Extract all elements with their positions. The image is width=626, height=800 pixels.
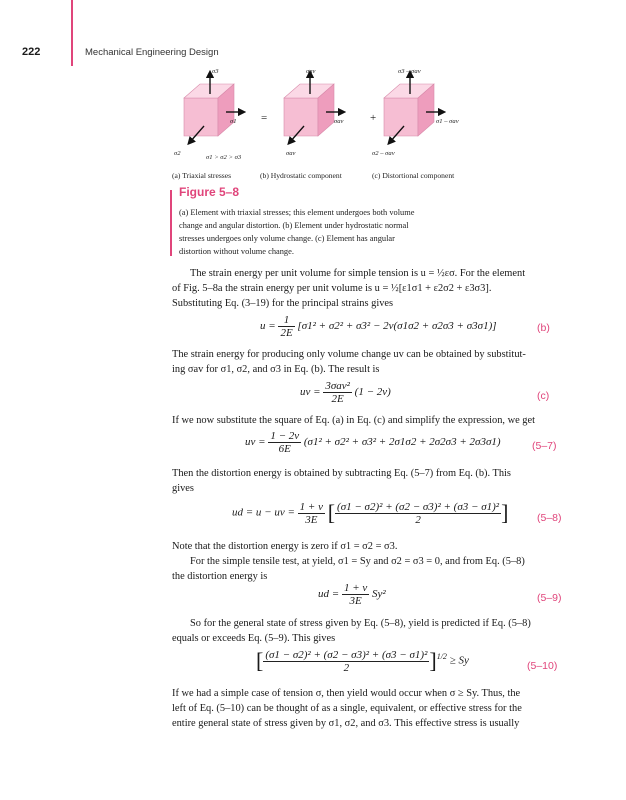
- equation-5-9: [318, 582, 386, 607]
- text-line: If we had a simple case of tension σ, then yield would occur when σ ≥ Sy. Thus, the: [172, 688, 521, 699]
- cube-b-top-label: σav: [306, 68, 316, 75]
- page-number: 222: [22, 46, 41, 58]
- paragraph-2: [172, 347, 562, 377]
- cube-c: [384, 74, 442, 142]
- equation-5-10: [ $\frac{\text{(σ1 − σ2)² + (σ2 − σ3)² + (σ3 − σ1)²}}{2}$ ]$^{1/2}$ ≥ Sy: [256, 648, 469, 674]
- eq-rhs: (σ1² + σ2² + σ3² + 2σ1σ2 + 2σ2σ3 + 2σ3σ1): [303, 436, 501, 449]
- equation-b: [260, 314, 497, 339]
- equation-c: [300, 380, 391, 405]
- eq-rhs: Sy²: [372, 588, 386, 601]
- figure-cubes: [170, 68, 470, 168]
- caption-line: stresses undergoes only volume change. (c) Element has angular: [179, 234, 395, 243]
- eq-inner-fraction: $\frac{\text{(σ1 − σ2)² + (σ2 − σ3)² + (σ3 − σ1)²}}{2}$: [265, 648, 428, 674]
- equation-5-8-label: (5–8): [537, 512, 562, 524]
- text-line: Substituting Eq. (3–19) for the principal strains gives: [172, 298, 394, 309]
- eq-lhs: uv =: [300, 386, 321, 399]
- paragraph-5: [172, 539, 562, 584]
- paragraph-3: [172, 413, 562, 428]
- equation-5-9-label: (5–9): [537, 592, 562, 604]
- text-line: of Fig. 5–8a the strain energy per unit volume is u = ½[ε1σ1 + ε2σ2 + ε3σ3].: [172, 283, 492, 294]
- equation-5-7-label: (5–7): [532, 440, 557, 452]
- figure-sublabel-a: (a) Triaxial stresses: [172, 171, 232, 180]
- eq-lhs: uv =: [245, 436, 266, 449]
- eq-fraction: $\frac{1 - 2\nu}{6E}$: [270, 430, 300, 455]
- cube-a-order-label: σ1 > σ2 > σ3: [206, 154, 242, 161]
- text-line: the distortion energy is: [172, 571, 268, 582]
- text-line: left of Eq. (5–10) can be thought of as a single, equivalent, or effective stress for the: [172, 703, 522, 714]
- running-head: Mechanical Engineering Design: [85, 47, 219, 58]
- figure-title: Figure 5–8: [179, 185, 240, 199]
- eq-rhs: (1 − 2ν): [354, 386, 391, 399]
- text-line: If we now substitute the square of Eq. (a) in Eq. (c) and simplify the expression, we get: [172, 415, 535, 426]
- equals-operator: =: [261, 112, 268, 124]
- figure-caption: [179, 206, 469, 258]
- equation-5-7: [245, 430, 501, 455]
- eq-fraction: $\frac{1 + \nu}{3E}$: [343, 582, 368, 607]
- paragraph-4: [172, 466, 562, 496]
- cube-c-right-label: σ1 – σav: [436, 118, 459, 125]
- cube-a-left-label: σ2: [174, 150, 181, 157]
- text-line: entire general state of stress given by σ1, σ2, and σ3. This effective stress is usually: [172, 718, 520, 729]
- caption-bar: [170, 190, 172, 256]
- caption-line: change and angular distortion. (b) Element under hydrostatic normal: [179, 221, 409, 230]
- text-line: gives: [172, 483, 194, 494]
- equation-c-label: (c): [537, 390, 550, 402]
- text-line: For the simple tensile test, at yield, σ1 = Sy and σ2 = σ3 = 0, and from Eq. (5–8): [190, 556, 525, 567]
- paragraph-7: [172, 616, 562, 646]
- eq-fraction: $\frac{\text{3σav²}}{2E}$: [325, 380, 350, 405]
- eq-inner-fraction: $\frac{\text{(σ1 − σ2)² + (σ2 − σ3)² + (σ3 − σ1)²}}{2}$: [337, 500, 500, 526]
- eq-lhs: ud =: [318, 588, 340, 601]
- eq-lhs: ud = u − uv =: [232, 506, 295, 519]
- cube-c-top-label: σ3 – σav: [398, 68, 421, 75]
- text-line: The strain energy for producing only volume change uv can be obtained by substitut-: [172, 349, 526, 360]
- caption-line: (a) Element with triaxial stresses; this element undergoes both volume: [179, 208, 415, 217]
- paragraph-1: [172, 266, 562, 311]
- caption-line: distortion without volume change.: [179, 247, 294, 256]
- equation-5-10-label: (5–10): [527, 660, 558, 672]
- eq-lhs: u =: [260, 320, 276, 333]
- equation-5-8: ud = u − uv = $\frac{1 + \nu}{3E}$ [ $\frac{\text{(σ1 − σ2)² + (σ2 − σ3)² + (σ3 − σ1)²}}{2}$ ]: [232, 500, 509, 526]
- text-line: Note that the distortion energy is zero if σ1 = σ2 = σ3.: [172, 541, 398, 552]
- eq-fraction: $\frac{1 + \nu}{3E}$: [299, 500, 323, 526]
- text-line: Then the distortion energy is obtained by subtracting Eq. (5–7) from Eq. (b). This: [172, 468, 511, 479]
- text-line: So for the general state of stress given by Eq. (5–8), yield is predicted if Eq. (5–8): [190, 618, 531, 629]
- figure-sublabel-c: (c) Distortional component: [372, 171, 455, 180]
- eq-fraction: $\frac{1}{2E}$: [280, 314, 293, 339]
- text-line: equals or exceeds Eq. (5–9). This gives: [172, 633, 336, 644]
- text-line: ing σav for σ1, σ2, and σ3 in Eq. (b). The result is: [172, 364, 380, 375]
- cube-a-right-label: σ1: [230, 118, 237, 125]
- equation-b-label: (b): [537, 322, 550, 334]
- cube-b: [284, 74, 342, 142]
- cube-a-top-label: σ3: [212, 68, 219, 75]
- cube-b-right-label: σav: [334, 118, 344, 125]
- cube-a: [184, 74, 242, 142]
- eq-exponent: 1/2: [436, 651, 447, 661]
- cube-c-left-label: σ2 – σav: [372, 150, 395, 157]
- paragraph-8: [172, 686, 562, 731]
- plus-operator: +: [370, 112, 377, 124]
- eq-rhs: ≥ Sy: [449, 654, 469, 667]
- eq-rhs: [σ1² + σ2² + σ3² − 2ν(σ1σ2 + σ2σ3 + σ3σ1)]: [297, 320, 497, 333]
- cube-b-left-label: σav: [286, 150, 296, 157]
- header-rule: [71, 0, 73, 66]
- figure-sublabel-b: (b) Hydrostatic component: [260, 171, 342, 180]
- text-line: The strain energy per unit volume for simple tension is u = ½εσ. For the element: [190, 268, 526, 279]
